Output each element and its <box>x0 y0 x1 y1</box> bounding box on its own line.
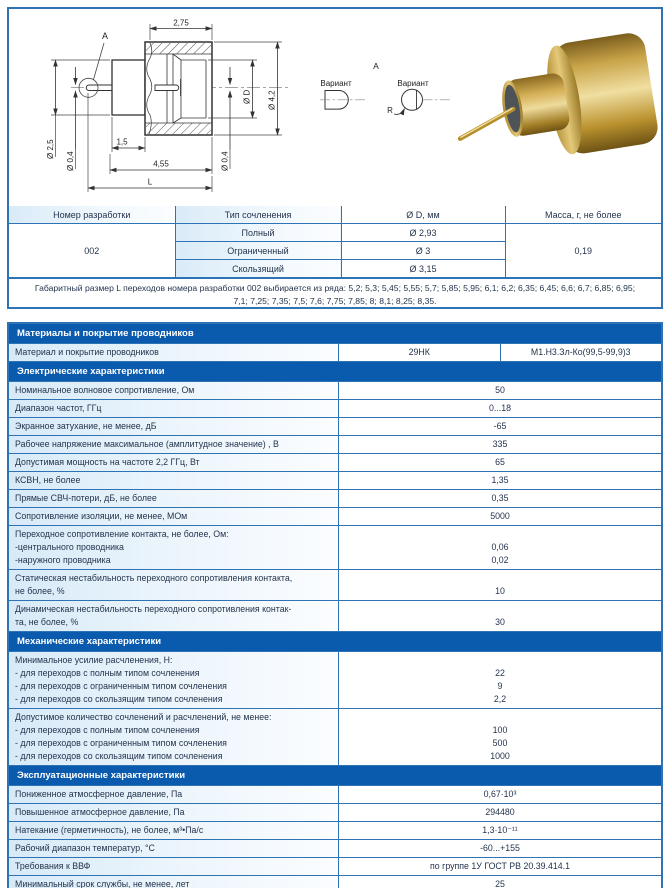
spec-value-line: 294480 <box>485 807 515 817</box>
spec-value-line: 22 <box>495 668 505 678</box>
variant-detail-a-label: А <box>373 61 379 71</box>
spec-row <box>9 821 661 839</box>
spec-value-line: 0...18 <box>488 403 511 413</box>
spec-value-line: 65 <box>495 457 505 467</box>
dia-d-cell: Ø 3 <box>341 242 505 260</box>
spec-row <box>9 785 661 803</box>
radius-leader <box>394 109 405 115</box>
spec-values <box>339 804 661 821</box>
spec-label-line: Статическая нестабильность переходного сопротивления контакта, <box>15 573 293 583</box>
spec-label-line: Номинальное волновое сопротивление, Ом <box>15 385 195 395</box>
spec-label-line: Прямые СВЧ-потери, дБ, не более <box>15 493 157 503</box>
spec-value <box>339 858 661 875</box>
spec-label-line: Материал и покрытие проводников <box>15 347 159 357</box>
joint-type-cell: Полный <box>175 224 341 242</box>
spec-row <box>9 525 661 569</box>
variant-right-label: Вариант <box>397 79 429 88</box>
spec-value <box>339 876 661 888</box>
dim-overall-length: L <box>147 177 153 187</box>
spec-values <box>339 709 661 765</box>
mass-cell: 0,19 <box>505 224 661 278</box>
spec-label-line: не более, % <box>15 586 65 596</box>
hatch-band-bottom <box>146 123 211 134</box>
spec-values <box>339 472 661 489</box>
spec-row <box>9 857 661 875</box>
spec-values <box>339 876 661 888</box>
spec-values <box>339 786 661 803</box>
header-mass: Масса, г, не более <box>505 206 661 224</box>
spec-value-line: М1.Н3.Зл-Ко(99,5-99,9)3 <box>530 347 631 357</box>
spec-value <box>339 822 661 839</box>
spec-label <box>9 490 339 507</box>
spec-values <box>339 418 661 435</box>
spec-value-line: 0,67·10³ <box>483 789 517 799</box>
hatch-band-top <box>146 43 211 54</box>
spec-value-line: 2,2 <box>493 694 507 704</box>
spec-label <box>9 804 339 821</box>
spec-label <box>9 508 339 525</box>
spec-value-line: 9 <box>497 681 503 691</box>
spec-label <box>9 472 339 489</box>
spec-row <box>9 708 661 765</box>
spec-label <box>9 454 339 471</box>
spec-label-line: Натекание (герметичность), не более, м³•Па/с <box>15 825 204 835</box>
spec-value <box>339 490 661 507</box>
spec-values <box>339 344 661 361</box>
spec-label <box>9 382 339 399</box>
detail-a-label: А <box>102 31 109 41</box>
spec-row <box>9 417 661 435</box>
spec-values <box>339 454 661 471</box>
header-joint-type: Тип сочленения <box>175 206 341 224</box>
spec-label <box>9 526 339 569</box>
spec-value-line: 0,02 <box>491 555 509 565</box>
spec-label-line: Минимальный срок службы, не менее, лет <box>15 879 190 888</box>
spec-values <box>339 840 661 857</box>
spec-value-line: 0,06 <box>491 542 509 552</box>
spec-label <box>9 786 339 803</box>
dim-body-length: 4,55 <box>153 159 169 169</box>
section-header: Электрические характеристики <box>9 361 661 381</box>
spec-row <box>9 600 661 631</box>
spec-row <box>9 435 661 453</box>
spec-label-line: Допустимое количество сочленений и расчленений, не менее: <box>15 712 272 722</box>
spec-label-line: Экранное затухание, не менее, дБ <box>15 421 157 431</box>
dim-width-flange: 2,75 <box>173 18 189 28</box>
spec-value-line: 1,35 <box>491 475 509 485</box>
spec-value <box>339 436 661 453</box>
spec-value <box>339 382 661 399</box>
spec-value-line: 100 <box>492 725 508 735</box>
spec-value-line: 1,3·10⁻¹¹ <box>482 825 518 835</box>
spec-label-line: Рабочее напряжение максимальное (амплитудное значение) , В <box>15 439 279 449</box>
spec-label <box>9 840 339 857</box>
spec-value <box>339 709 661 765</box>
spec-row <box>9 651 661 708</box>
spec-value-line: -60...+155 <box>480 843 520 853</box>
spec-value-line: 5000 <box>490 511 510 521</box>
parameters-header-row <box>9 206 661 224</box>
spec-value-line: 500 <box>492 738 508 748</box>
spec-row <box>9 875 661 888</box>
spec-label-line: -центрального проводника <box>15 542 124 552</box>
dev-number-cell: 002 <box>9 224 175 278</box>
table-row <box>9 224 661 242</box>
spec-label-line: та, не более, % <box>15 617 79 627</box>
spec-value <box>339 786 661 803</box>
spec-label-line: Рабочий диапазон температур, °С <box>15 843 155 853</box>
spec-values <box>339 400 661 417</box>
spec-values <box>339 490 661 507</box>
spec-values <box>339 652 661 708</box>
spec-label-line: Диапазон частот, ГГц <box>15 403 102 413</box>
dim-dia-pin-right: Ø 0,4 <box>220 151 230 171</box>
spec-label <box>9 709 339 765</box>
spec-row <box>9 471 661 489</box>
detail-a-leader <box>94 43 105 80</box>
spec-label-line: - для переходов со скользящим типом сочленения <box>15 694 223 704</box>
spec-value <box>339 344 500 361</box>
spec-row <box>9 507 661 525</box>
spec-row <box>9 381 661 399</box>
spec-value-line: -65 <box>493 421 507 431</box>
header-dev-number: Номер разработки <box>9 206 175 224</box>
spec-value-line: 25 <box>495 879 505 888</box>
spec-label <box>9 400 339 417</box>
spec-value-line: 30 <box>495 617 505 627</box>
variant-left-label: Вариант <box>320 79 352 88</box>
spec-label <box>9 570 339 600</box>
center-pin <box>86 85 112 91</box>
spec-values <box>339 858 661 875</box>
spec-value-line: 1000 <box>490 751 510 761</box>
spec-row <box>9 399 661 417</box>
spec-value-line: 10 <box>495 586 505 596</box>
joint-type-cell: Ограниченный <box>175 242 341 260</box>
spec-label-line: - для переходов с ограниченным типом сочленения <box>15 681 227 691</box>
dim-dia-d: Ø D <box>242 89 252 104</box>
spec-label-line: Допустимая мощность на частоте 2,2 ГГц, Вт <box>15 457 200 467</box>
spec-value <box>500 344 662 361</box>
spec-values <box>339 382 661 399</box>
spec-value <box>339 400 661 417</box>
spec-row <box>9 343 661 361</box>
spec-row <box>9 803 661 821</box>
spec-label-line: Пониженное атмосферное давление, Па <box>15 789 183 799</box>
specs-table <box>7 322 663 888</box>
spec-label <box>9 876 339 888</box>
spec-value <box>339 454 661 471</box>
spec-label-line: КСВН, не более <box>15 475 81 485</box>
dia-d-cell: Ø 3,15 <box>341 260 505 278</box>
section-header: Материалы и покрытие проводников <box>9 324 661 343</box>
spec-values <box>339 526 661 569</box>
spec-value <box>339 570 661 600</box>
dim-dia-outer: Ø 4,2 <box>267 90 277 110</box>
spec-row <box>9 839 661 857</box>
dim-dia-body: Ø 2,5 <box>46 139 55 159</box>
spec-values <box>339 508 661 525</box>
spec-values <box>339 570 661 600</box>
connector-small-body <box>112 60 145 115</box>
spec-value <box>339 601 661 631</box>
connector-drawing-svg <box>9 9 661 206</box>
joint-type-cell: Скользящий <box>175 260 341 278</box>
spec-values <box>339 436 661 453</box>
spec-label-line: - для переходов с полным типом сочленения <box>15 725 200 735</box>
spec-label-line: Динамическая нестабильность переходного сопротивления контак- <box>15 604 292 614</box>
section-header: Механические характеристики <box>9 631 661 651</box>
spec-label <box>9 601 339 631</box>
spec-label <box>9 344 339 361</box>
spec-label-line: Требования к ВВФ <box>15 861 91 871</box>
spec-value-line: 50 <box>495 385 505 395</box>
spec-value <box>339 526 661 569</box>
spec-values <box>339 601 661 631</box>
spec-value <box>339 472 661 489</box>
connector-photo <box>448 31 660 172</box>
dim-step: 1,5 <box>116 137 128 147</box>
spec-value <box>339 840 661 857</box>
spec-value-line: 0,35 <box>491 493 509 503</box>
technical-drawing <box>9 9 661 206</box>
spec-row <box>9 489 661 507</box>
section-header: Эксплуатационные характеристики <box>9 765 661 785</box>
dim-dia-pin-left: Ø 0,4 <box>66 151 75 171</box>
spec-value <box>339 804 661 821</box>
header-dia-d: Ø D, мм <box>341 206 505 224</box>
inner-pin <box>155 85 179 91</box>
spec-label-line: Переходное сопротивление контакта, не более, Ом: <box>15 529 229 539</box>
spec-value <box>339 418 661 435</box>
spec-label <box>9 858 339 875</box>
spec-label <box>9 652 339 708</box>
spec-values <box>339 822 661 839</box>
variant-right-shape <box>402 89 423 110</box>
spec-value <box>339 652 661 708</box>
spec-label <box>9 822 339 839</box>
spec-label-line: Повышенное атмосферное давление, Па <box>15 807 185 817</box>
spec-value-line: 335 <box>492 439 508 449</box>
spec-label-line: -наружного проводника <box>15 555 111 565</box>
spec-label-line: Минимальное усилие расчленения, Н: <box>15 655 173 665</box>
spec-label-line: - для переходов с полным типом сочленения <box>15 668 200 678</box>
spec-row <box>9 453 661 471</box>
spec-label-line: Сопротивление изоляции, не менее, МОм <box>15 511 188 521</box>
parameters-table <box>9 206 661 278</box>
spec-label-line: - для переходов со скользящим типом сочленения <box>15 751 223 761</box>
spec-label <box>9 436 339 453</box>
dia-d-cell: Ø 2,93 <box>341 224 505 242</box>
spec-value-line: по группе 1У ГОСТ РВ 20.39.414.1 <box>430 861 570 871</box>
spec-label-line: - для переходов с ограниченным типом сочленения <box>15 738 227 748</box>
spec-value <box>339 508 661 525</box>
spec-label <box>9 418 339 435</box>
drawing-and-table-block <box>7 7 663 309</box>
radius-label: R <box>387 106 393 115</box>
spec-value-line: 29НК <box>408 347 430 357</box>
spec-row <box>9 569 661 600</box>
dimension-l-note: Габаритный размер L переходов номера разработки 002 выбирается из ряда: 5,2; 5,3; 5,45; 5,55; 5,7; 5,85; 5,95; 6,1; 6,2; 6,35; 6,45; 6,6; 6,7; 6,85; 6,95; 7,1; 7,25; 7,35; 7,5; 7,6; 7,75; 7,85; 8; 8,1; 8,25; 8,35. <box>9 278 661 308</box>
